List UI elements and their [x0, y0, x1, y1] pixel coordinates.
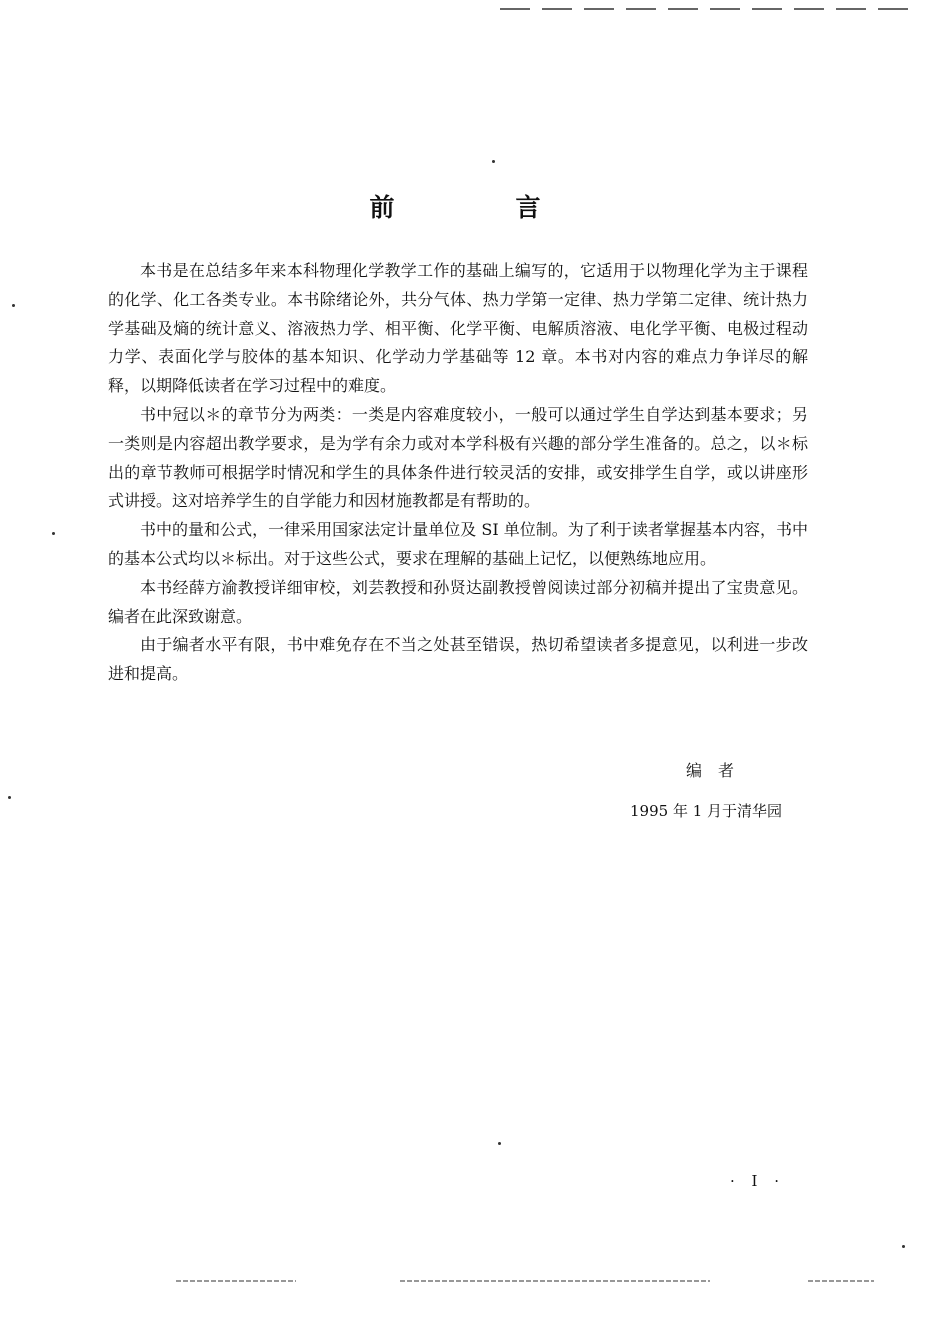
scan-artifact-dashes [500, 8, 910, 10]
paragraph-starred-sections: 书中冠以＊的章节分为两类：一类是内容难度较小，一般可以通过学生自学达到基本要求；另一类则是内容超出教学要求，是为学有余力或对本学科极有兴趣的部分学生准备的。总之，以＊标出的章节教师可根据学时情况和学生的具体条件进行较灵活的安排，或安排学生自学，或以讲座形式讲授。这对培养学生的自学能力和因材施教都是有帮助的。 [108, 404, 808, 511]
scan-artifact-smudge [400, 1280, 710, 1282]
scan-speck [52, 532, 55, 535]
page-title: 前 言 [369, 193, 589, 222]
scan-speck [12, 304, 15, 307]
page-number: · I · [730, 1172, 785, 1190]
author-signature: 编者 [686, 761, 751, 780]
scan-speck [902, 1245, 905, 1248]
scan-artifact-smudge [176, 1280, 296, 1282]
paragraph-units-formulas: 书中的量和公式，一律采用国家法定计量单位及 SI 单位制。为了利于读者掌握基本内容，书中的基本公式均以＊标出。对于这些公式，要求在理解的基础上记忆，以便熟练地应用。 [108, 520, 808, 568]
paragraph-acknowledgements: 本书经薛方渝教授详细审校，刘芸教授和孙贤达副教授曾阅读过部分初稿并提出了宝贵意见。编者在此深致谢意。 [108, 577, 808, 626]
scan-speck [8, 796, 11, 799]
paragraph-feedback: 由于编者水平有限，书中难免存在不当之处甚至错误，热切希望读者多提意见，以利进一步改进和提高。 [108, 635, 808, 684]
scan-speck [498, 1142, 501, 1145]
paragraph-overview: 本书是在总结多年来本科物理化学教学工作的基础上编写的，它适用于以物理化学为主于课程的化学、化工各类专业。本书除绪论外，共分气体、热力学第一定律、热力学第二定律、统计热力学基础及熵的统计意义、溶液热力学、相平衡、化学平衡、电解质溶液、电化学平衡、电极过程动力学、表面化学与胶体的基本知识、化学动力学基础等 12 章。本书对内容的难点力争详尽的解释，以期降低读者在学习过程中的难度。 [108, 261, 808, 396]
date-place: 1995 年 1 月于清华园 [630, 802, 783, 820]
scan-speck [492, 160, 495, 163]
preface-body [108, 257, 808, 689]
scan-artifact-smudge [808, 1280, 874, 1282]
